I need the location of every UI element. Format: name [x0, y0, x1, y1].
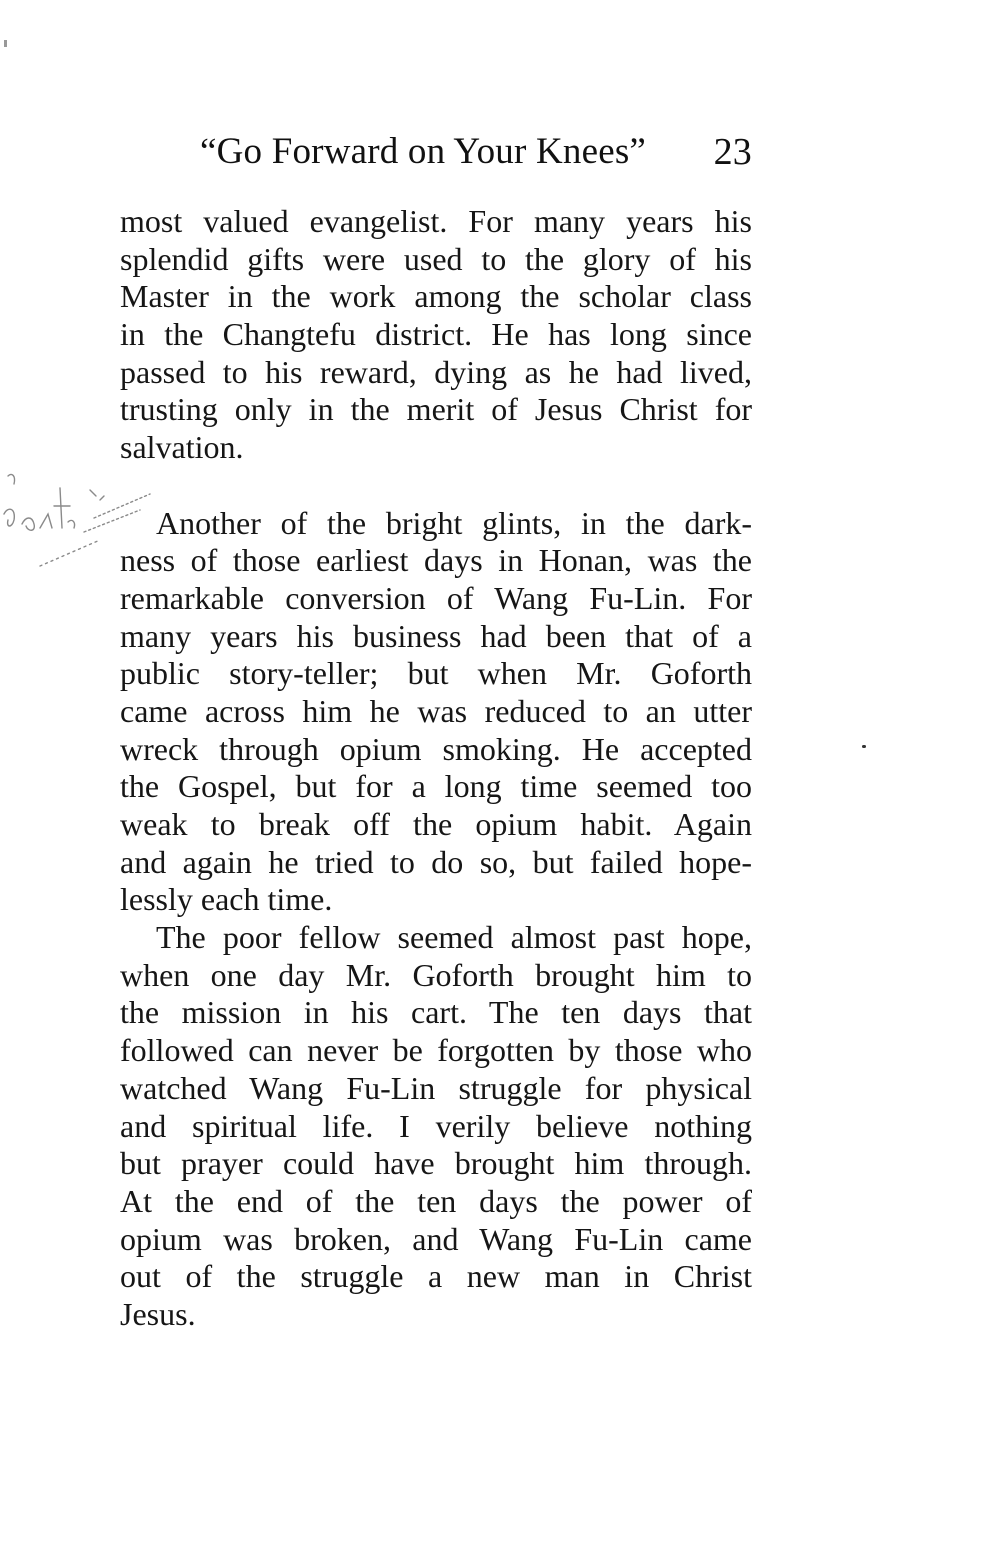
- scan-edge-mark: [4, 40, 7, 47]
- text-line: public story-teller; but when Mr. Goforth: [120, 655, 752, 692]
- text-line: the Gospel, but for a long time seemed too: [120, 768, 752, 805]
- text-line: when one day Mr. Goforth brought him to: [120, 956, 752, 993]
- text-line: and spiritual life. I verily believe nothing: [120, 1107, 752, 1144]
- text-line: came across him he was reduced to an utter: [120, 692, 752, 729]
- text-line: out of the struggle a new man in Christ: [120, 1258, 752, 1295]
- text-line: Jesus.: [120, 1295, 196, 1332]
- text-line: remarkable conversion of Wang Fu-Lin. For: [120, 579, 752, 616]
- text-line: Master in the work among the scholar class: [120, 278, 752, 315]
- text-line: trusting only in the merit of Jesus Christ for: [120, 391, 752, 428]
- text-line: splendid gifts were used to the glory of his: [120, 240, 752, 277]
- text-line: At the end of the ten days the power of: [120, 1182, 752, 1219]
- text-line: followed can never be forgotten by those who: [120, 1032, 752, 1069]
- text-line: The poor fellow seemed almost past hope,: [156, 919, 752, 956]
- text-line: many years his business had been that of a: [120, 617, 752, 654]
- text-line: passed to his reward, dying as he had lived,: [120, 353, 752, 390]
- text-line: and again he tried to do so, but failed hope-: [120, 843, 752, 880]
- text-line: ness of those earliest days in Honan, was the: [120, 542, 752, 579]
- page-number: 23: [713, 131, 752, 173]
- running-head: [200, 126, 752, 178]
- body-text: [120, 203, 752, 1334]
- text-line: salvation.: [120, 429, 244, 466]
- paragraph-gap: [120, 467, 752, 505]
- text-line: most valued evangelist. For many years his: [120, 203, 752, 239]
- text-line: the mission in his cart. The ten days that: [120, 994, 752, 1031]
- text-line: wreck through opium smoking. He accepted: [120, 730, 752, 767]
- text-line: in the Changtefu district. He has long since: [120, 316, 752, 353]
- pencil-annotation: [0, 470, 160, 580]
- text-line: opium was broken, and Wang Fu-Lin came: [120, 1220, 752, 1257]
- chapter-title: “Go Forward on Your Knees”: [200, 131, 647, 172]
- text-line: Another of the bright glints, in the dark-: [156, 504, 752, 541]
- stray-ink-mark: [862, 745, 866, 748]
- text-line: watched Wang Fu-Lin struggle for physical: [120, 1069, 752, 1106]
- text-line: lessly each time.: [120, 881, 333, 918]
- text-line: but prayer could have brought him through.: [120, 1145, 752, 1182]
- text-line: weak to break off the opium habit. Again: [120, 806, 752, 842]
